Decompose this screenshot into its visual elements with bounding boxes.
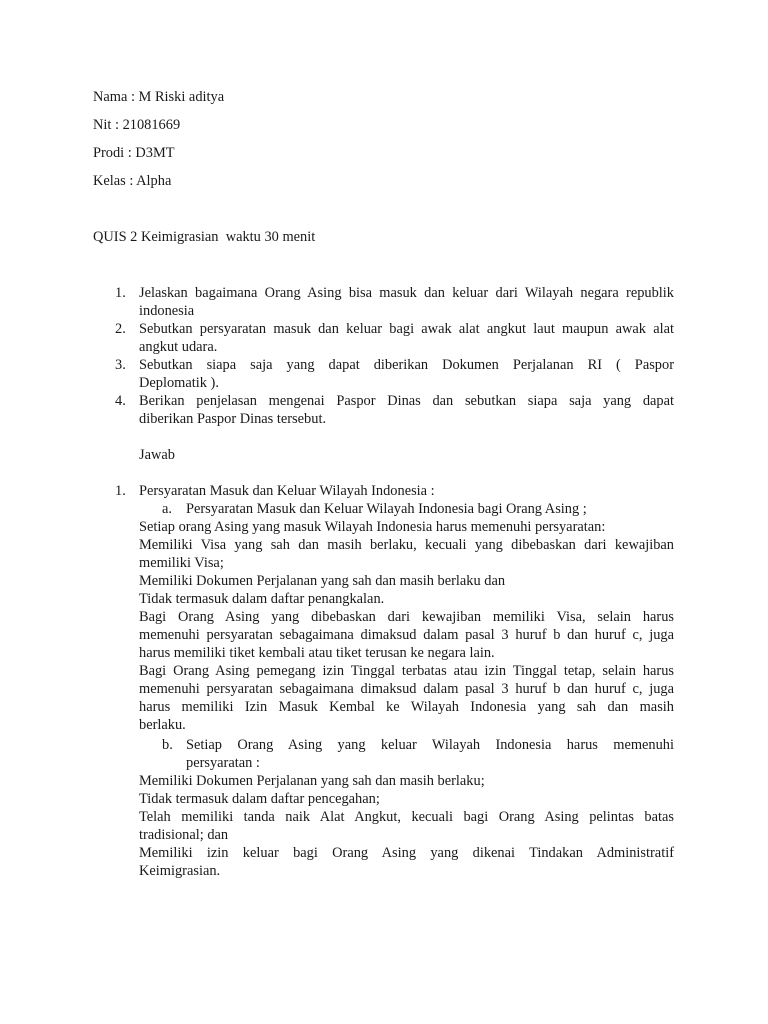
question-number: 2. xyxy=(115,321,126,337)
answer-line: Keimigrasian. xyxy=(139,863,221,879)
answer-subheading: Persyaratan Masuk dan Keluar Wilayah Indonesia : xyxy=(139,483,435,499)
answer-line: Memiliki Dokumen Perjalanan yang sah dan masih berlaku; xyxy=(139,773,485,789)
answer-line: Bagi Orang Asing pemegang izin Tinggal terbatas atau izin Tinggal tetap, selain harus xyxy=(139,663,674,679)
answer-line: Bagi Orang Asing yang dibebaskan dari kewajiban memiliki Visa, selain harus xyxy=(139,609,674,625)
sub-b-title-line: Setiap Orang Asing yang keluar Wilayah Indonesia harus memenuhi xyxy=(186,737,674,753)
answer-line: Memiliki Visa yang sah dan masih berlaku, kecuali yang dibebaskan dari kewajiban xyxy=(139,537,674,553)
answer-line: Memiliki Dokumen Perjalanan yang sah dan masih berlaku dan xyxy=(139,573,506,589)
quiz-title: QUIS 2 Keimigrasian waktu 30 menit xyxy=(93,229,316,245)
answer-line: harus memiliki tiket kembali atau tiket terusan ke negara lain. xyxy=(139,645,495,661)
question-number: 4. xyxy=(115,393,126,409)
answer-line: berlaku. xyxy=(139,717,186,733)
question-text-line: Deplomatik ). xyxy=(139,375,219,391)
answer-line: Telah memiliki tanda naik Alat Angkut, kecuali bagi Orang Asing pelintas batas xyxy=(139,809,674,825)
student-name: Nama : M Riski aditya xyxy=(93,89,225,105)
question-text-line: diberikan Paspor Dinas tersebut. xyxy=(139,411,327,427)
question-text-line: angkut udara. xyxy=(139,339,218,355)
question-text-line: Sebutkan siapa saja yang dapat diberikan Dokumen Perjalanan RI ( Paspor xyxy=(139,357,674,373)
sub-a-title: Persyaratan Masuk dan Keluar Wilayah Indonesia bagi Orang Asing ; xyxy=(186,501,587,517)
answer-line: memenuhi persyaratan sebagaimana dimaksud dalam pasal 3 huruf b dan huruf c, juga xyxy=(139,627,674,643)
answer-line: tradisional; dan xyxy=(139,827,229,843)
sub-b-title-line: persyaratan : xyxy=(186,755,260,771)
answer-line: Memiliki izin keluar bagi Orang Asing yang dikenai Tindakan Administratif xyxy=(139,845,674,861)
answer-line: Tidak termasuk dalam daftar pencegahan; xyxy=(139,791,380,807)
sub-b-label: b. xyxy=(162,737,173,753)
answer-line: harus memiliki Izin Masuk Kembal ke Wilayah Indonesia yang sah dan masih xyxy=(139,699,674,715)
question-text-line: Jelaskan bagaimana Orang Asing bisa masuk dan keluar dari Wilayah negara republik xyxy=(139,285,674,301)
student-kelas: Kelas : Alpha xyxy=(93,173,172,189)
answer-line: memenuhi persyaratan sebagaimana dimaksud dalam pasal 3 huruf b dan huruf c, juga xyxy=(139,681,674,697)
answer-heading: Jawab xyxy=(139,447,175,463)
answer-number: 1. xyxy=(115,483,126,499)
question-text-line: Sebutkan persyaratan masuk dan keluar bagi awak alat angkut laut maupun awak alat xyxy=(139,321,674,337)
question-text-line: Berikan penjelasan mengenai Paspor Dinas dan sebutkan siapa saja yang dapat xyxy=(139,393,674,409)
answer-line: Tidak termasuk dalam daftar penangkalan. xyxy=(139,591,385,607)
student-prodi: Prodi : D3MT xyxy=(93,145,175,161)
answer-line: memiliki Visa; xyxy=(139,555,224,571)
question-text-line: indonesia xyxy=(139,303,195,319)
student-nit: Nit : 21081669 xyxy=(93,117,181,133)
sub-a-label: a. xyxy=(162,501,172,517)
question-number: 1. xyxy=(115,285,126,301)
question-number: 3. xyxy=(115,357,126,373)
answer-line: Setiap orang Asing yang masuk Wilayah Indonesia harus memenuhi persyaratan: xyxy=(139,519,606,535)
